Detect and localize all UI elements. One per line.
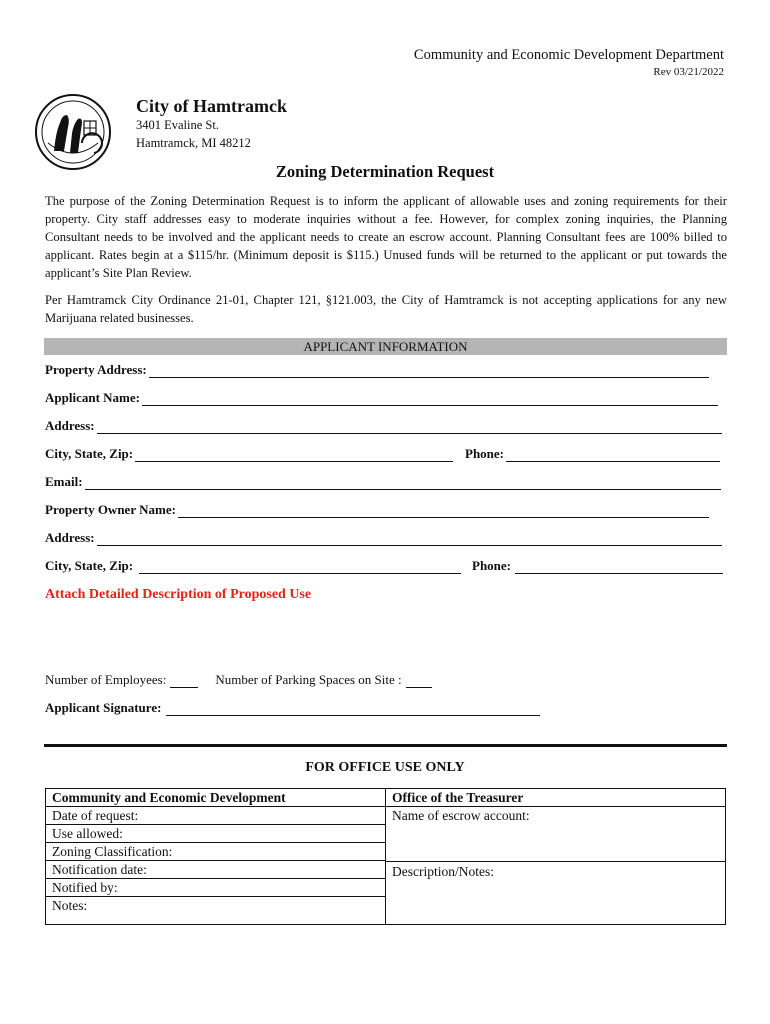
owner-city-state-zip-line[interactable] (139, 562, 461, 574)
city-state-zip-line[interactable] (135, 450, 453, 462)
address-field[interactable] (45, 418, 722, 434)
city-street: 3401 Evaline St. (136, 118, 219, 132)
email-field[interactable] (45, 474, 721, 490)
owner-city-state-zip-label: City, State, Zip: (45, 558, 134, 573)
applicant-name-line[interactable] (142, 394, 718, 406)
owner-name-line[interactable] (178, 506, 709, 518)
signature-line[interactable] (166, 704, 540, 716)
phone-field[interactable] (465, 446, 720, 462)
address-line[interactable] (97, 422, 722, 434)
notification-date-cell: Notification date: (46, 861, 385, 879)
owner-address-line[interactable] (97, 534, 722, 546)
employees-blank[interactable] (170, 676, 198, 688)
date-of-request-cell: Date of request: (46, 807, 385, 825)
owner-name-label: Property Owner Name: (45, 502, 176, 517)
city-state-zip: Hamtramck, MI 48212 (136, 136, 251, 150)
section-divider (44, 744, 727, 747)
employees-label: Number of Employees: (45, 672, 167, 687)
treasurer-header: Office of the Treasurer (386, 789, 725, 807)
department-name: Community and Economic Development Department (413, 47, 724, 63)
property-address-line[interactable] (149, 366, 709, 378)
attach-description-note: Attach Detailed Description of Proposed Use (45, 587, 312, 602)
notes-cell: Notes: (52, 898, 88, 913)
notified-by-cell: Notified by: (46, 879, 385, 897)
applicant-name-label: Applicant Name: (45, 390, 140, 405)
owner-address-field[interactable] (45, 530, 722, 546)
address-label: Address: (45, 418, 95, 433)
revision-date: Rev 03/21/2022 (653, 66, 724, 78)
treasurer-column (386, 789, 725, 924)
signature-field[interactable] (45, 700, 540, 716)
form-title: Zoning Determination Request (275, 162, 495, 181)
office-use-heading: FOR OFFICE USE ONLY (305, 760, 465, 775)
use-allowed-cell: Use allowed: (46, 825, 385, 843)
property-address-field[interactable] (45, 362, 709, 378)
owner-phone-field[interactable] (472, 558, 723, 574)
city-name: City of Hamtramck (136, 96, 287, 116)
owner-city-state-zip-field[interactable] (45, 558, 461, 574)
owner-name-field[interactable] (45, 502, 709, 518)
city-state-zip-label: City, State, Zip: (45, 446, 134, 461)
employees-parking-row (45, 672, 432, 688)
property-address-label: Property Address: (45, 362, 147, 377)
ced-header: Community and Economic Development (46, 789, 385, 807)
description-notes-cell: Description/Notes: (392, 864, 494, 879)
parking-label: Number of Parking Spaces on Site : (215, 672, 402, 687)
parking-blank[interactable] (406, 676, 432, 688)
signature-label: Applicant Signature: (45, 700, 162, 715)
phone-label: Phone: (465, 446, 504, 461)
phone-line[interactable] (506, 450, 720, 462)
owner-phone-label: Phone: (472, 558, 511, 573)
office-use-table (45, 788, 726, 925)
ced-column (46, 789, 386, 924)
email-line[interactable] (85, 478, 721, 490)
applicant-name-field[interactable] (45, 390, 718, 406)
escrow-account-cell: Name of escrow account: (386, 808, 725, 862)
purpose-paragraph: The purpose of the Zoning Determination Request is to inform the applicant of allowable uses and zoning requirements for their property. City staff addresses easy to moderate inquiries without a fee. However, for complex zoning inquiries, the Planning Consultant needs to be involved and the applicant needs to create an escrow account. Planning Consultant fees are 100% billed to applicant. Rates begin at a $115/hr. (Minimum deposit is $115.) Unused funds will be returned to the applicant or put towards the applicant’s Site Plan Review. (45, 194, 727, 280)
owner-address-label: Address: (45, 530, 95, 545)
city-state-zip-field[interactable] (45, 446, 453, 462)
zoning-classification-cell: Zoning Classification: (46, 843, 385, 861)
email-label: Email: (45, 474, 83, 489)
applicant-info-heading: APPLICANT INFORMATION (44, 338, 727, 355)
ordinance-paragraph: Per Hamtramck City Ordinance 21-01, Chapter 121, §121.003, the City of Hamtramck is not accepting applications for any new Marijuana related businesses. (45, 293, 727, 325)
owner-phone-line[interactable] (515, 562, 723, 574)
city-seal-icon (34, 93, 112, 171)
